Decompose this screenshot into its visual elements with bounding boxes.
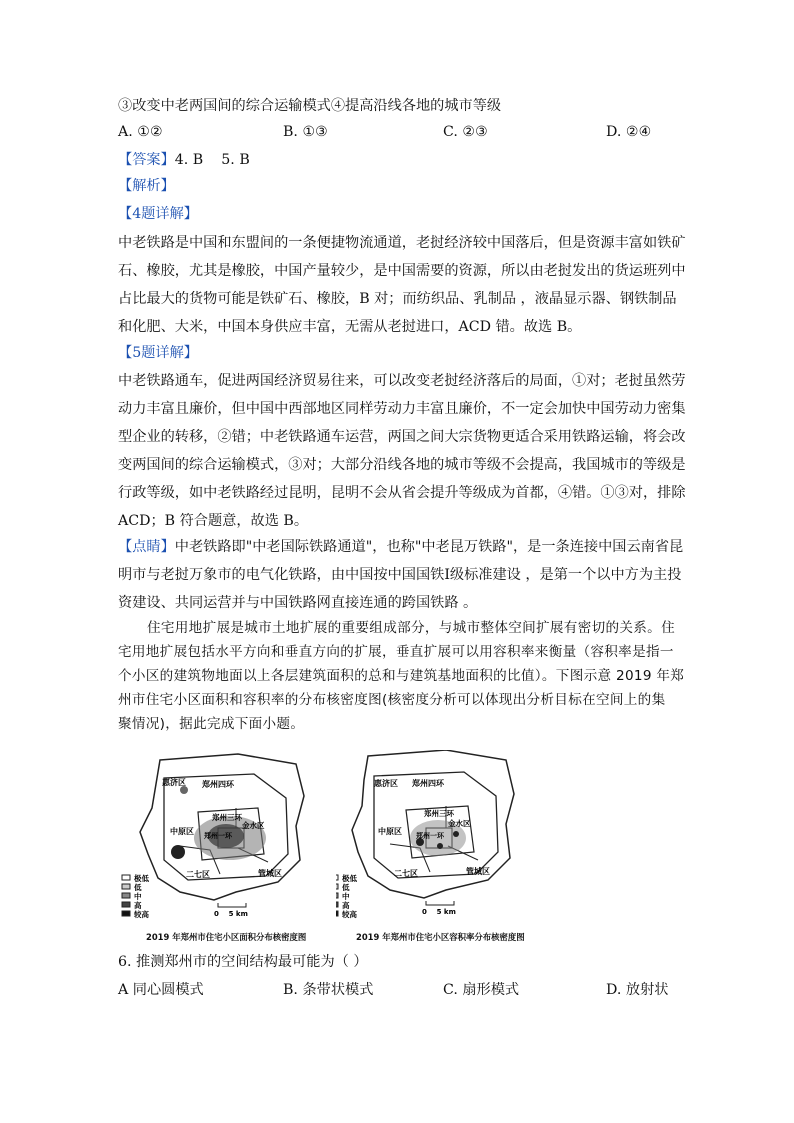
q5-explanation-tag: 【5题详解】 xyxy=(118,345,198,361)
q5-line-2: 动力丰富且廉价，但中国中西部地区同样劳动力丰富且廉价，不一定会加快中国劳动力密集 xyxy=(118,401,686,417)
q5-line-1: 中老铁路通车，促进两国经济贸易往来，可以改变老挝经济落后的局面，①对；老挝虽然劳 xyxy=(118,373,686,389)
map-legend xyxy=(122,873,149,919)
label-ring4: 郑州四环 xyxy=(202,780,234,789)
label-zhongyuan: 中原区 xyxy=(170,827,194,836)
question-3-statement: ③改变中老两国间的综合运输模式④提高沿线各地的城市等级 xyxy=(118,98,502,114)
svg-text:0 5 km: 0 5 km xyxy=(214,910,248,918)
floor-area-ratio-map xyxy=(336,750,536,925)
label-erqi: 二七区 xyxy=(186,870,210,879)
map-legend xyxy=(336,873,357,919)
density-cluster xyxy=(437,843,443,849)
passage-line-5: 聚情况)，据此完成下面小题。 xyxy=(118,716,305,732)
note-line-2: 明市与老挝万象市的电气化铁路，由中国按中国国铁Ⅰ级标准建设 ，是第一个以中方为主投 xyxy=(118,567,682,583)
svg-text:0 5 km: 0 5 km xyxy=(422,908,456,916)
option-a[interactable]: A. ①② xyxy=(118,124,163,140)
label-ring3: 郑州三环 xyxy=(212,813,242,822)
option-c[interactable]: C. 扇形模式 xyxy=(443,982,520,998)
label-ring3: 郑州三环 xyxy=(424,809,454,818)
density-cluster xyxy=(453,831,459,837)
svg-text:中: 中 xyxy=(342,892,350,901)
svg-text:低: 低 xyxy=(134,883,142,892)
label-guancheng: 管城区 xyxy=(258,869,282,878)
note-line-1 xyxy=(118,537,683,557)
svg-text:高: 高 xyxy=(342,901,350,910)
svg-text:低: 低 xyxy=(342,883,350,892)
label-guancheng: 管城区 xyxy=(466,867,490,876)
note-line-3: 资建设、共同运营并与中国铁路网直接连通的跨国铁路 。 xyxy=(118,595,478,611)
q4-explanation-tag: 【4题详解】 xyxy=(118,206,198,222)
passage-line-4: 州市住宅小区面积和容积率的分布核密度图(核密度分析可以体现出分析目标在空间上的集 xyxy=(118,692,666,708)
svg-text:中: 中 xyxy=(134,892,142,901)
label-ring1: 郑州一环 xyxy=(416,832,444,840)
option-d[interactable]: D. ②④ xyxy=(606,124,652,140)
q4-line-1: 中老铁路是中国和东盟间的一条便捷物流通道，老挝经济较中国落后，但是资源丰富如铁矿 xyxy=(118,235,686,251)
q5-line-5: 行政等级，如中老铁路经过昆明，昆明不会从省会提升等级成为首都，④错。①③对，排除 xyxy=(118,485,686,501)
right-map-title: 2019 年郑州市住宅小区容积率分布核密度图 xyxy=(356,932,525,942)
passage-line-3: 个小区的建筑物地面以上各层建筑面积的总和与建筑基地面积的比值）。下图示意 2019 年郑 xyxy=(118,668,685,684)
q5-line-6: ACD；B 符合题意，故选 B。 xyxy=(118,513,309,529)
label-erqi: 二七区 xyxy=(394,869,418,878)
q4-line-4: 和化肥、大米，中国本身供应丰富，无需从老挝进口，ACD 错。故选 B。 xyxy=(118,319,582,335)
label-ring1: 郑州一环 xyxy=(204,832,232,840)
option-d[interactable]: D. 放射状 xyxy=(606,982,669,998)
label-jinshui: 金水区 xyxy=(448,819,471,828)
label-jinshui: 金水区 xyxy=(242,821,265,830)
note-tag: 【点睛】 xyxy=(118,539,175,555)
q4-line-3: 占比最大的货物可能是铁矿石、橡胶，B 对；而纺织品、乳制品 ，液晶显示器、钢铁制品 xyxy=(118,291,677,307)
analysis-tag: 【解析】 xyxy=(118,178,175,194)
label-ring4: 郑州四环 xyxy=(412,779,444,788)
passage-line-2: 宅用地扩展包括水平方向和垂直方向的扩展，垂直扩展可以用容积率来衡量（容积率是指一 xyxy=(118,644,674,660)
q4-line-2: 石、橡胶，尤其是橡胶，中国产量较少，是中国需要的资源，所以由老挝发出的货运班列中 xyxy=(118,263,686,279)
svg-text:极低: 极低 xyxy=(134,874,149,883)
area-density-map xyxy=(118,750,318,925)
left-map-title: 2019 年郑州市住宅小区面积分布核密度图 xyxy=(146,932,307,942)
q5-line-3: 型企业的转移，②错；中老铁路通车运营，两国之间大宗货物更适合采用铁路运输，将会改 xyxy=(118,429,686,445)
option-c[interactable]: C. ②③ xyxy=(443,124,488,140)
answer-text: 4. B 5. B xyxy=(174,152,250,168)
label-huiji: 惠济区 xyxy=(162,778,186,787)
question-6-stem: 6. 推测郑州市的空间结构最可能为（ ） xyxy=(118,954,368,970)
scale-bar xyxy=(422,901,456,916)
label-huiji: 惠济区 xyxy=(374,779,398,788)
passage-line-1: 住宅用地扩展是城市土地扩展的重要组成部分，与城市整体空间扩展有密切的关系。住 xyxy=(147,620,675,636)
svg-text:极低: 极低 xyxy=(342,874,357,883)
density-cluster xyxy=(171,845,185,859)
option-b[interactable]: B. 条带状模式 xyxy=(283,982,374,998)
svg-text:较高: 较高 xyxy=(342,910,357,919)
scale-bar xyxy=(214,903,248,918)
option-b[interactable]: B. ①③ xyxy=(283,124,328,140)
answer-line xyxy=(118,150,250,170)
density-cluster xyxy=(180,786,188,794)
svg-text:较高: 较高 xyxy=(134,910,149,919)
svg-text:高: 高 xyxy=(134,901,142,910)
q5-line-4: 变两国间的综合运输模式，③对；大部分沿线各地的城市等级不会提高，我国城市的等级是 xyxy=(118,457,686,473)
option-a[interactable]: A 同心圆模式 xyxy=(118,982,204,998)
answer-tag: 【答案】 xyxy=(118,152,175,168)
note-text-1: 中老铁路即"中老国际铁路通道"，也称"中老昆万铁路"，是一条连接中国云南省昆 xyxy=(174,539,684,555)
label-zhongyuan: 中原区 xyxy=(378,827,402,836)
